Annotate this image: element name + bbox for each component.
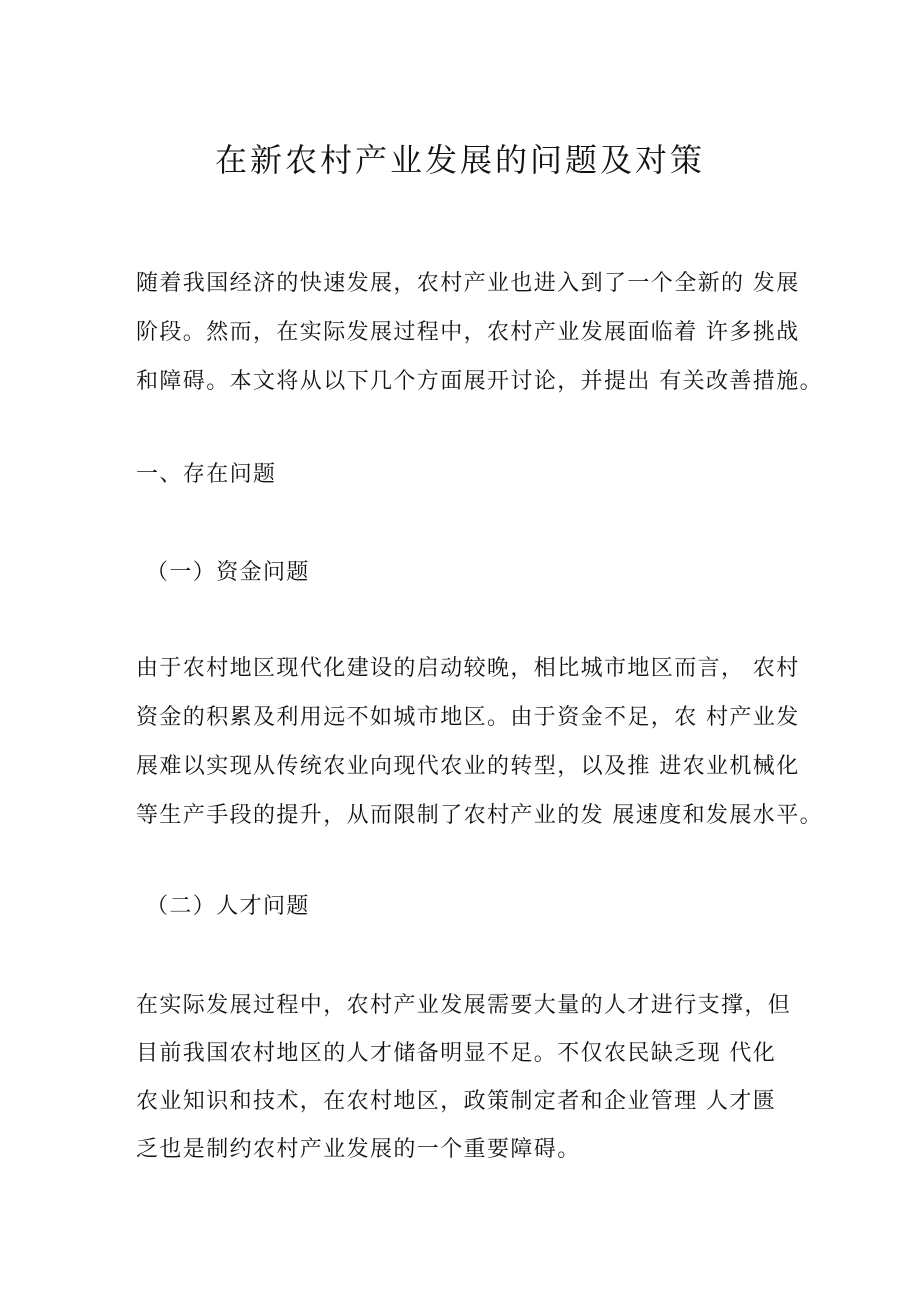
paragraph-line: 阶段。然而，在实际发展过程中，农村产业发展面临着 许多挑战 — [136, 320, 800, 345]
paragraph-line: 资金的积累及利用远不如城市地区。由于资金不足，农 村产业发 — [136, 705, 800, 730]
paragraph-line: 展难以实现从传统农业向现代农业的转型，以及推 进农业机械化 — [136, 754, 800, 779]
paragraph-line: 农业知识和技术，在农村地区，政策制定者和企业管理 人才匮 — [136, 1089, 777, 1114]
paragraph-line: 目前我国农村地区的人才储备明显不足。不仅农民缺乏现 代化 — [136, 1041, 777, 1066]
section-heading: 一、存在问题 — [136, 462, 277, 487]
paragraph-line: 等生产手段的提升，从而限制了农村产业的发 展速度和发展水平。 — [136, 803, 823, 828]
subsection-heading-funding: （一）资金问题 — [146, 560, 310, 585]
document-title: 在新农村产业发展的问题及对策 — [214, 141, 705, 179]
paragraph-line: 和障碍。本文将从以下几个方面展开讨论，并提出 有关改善措施。 — [136, 369, 823, 394]
subsection-heading-talent: （二）人才问题 — [146, 894, 310, 919]
paragraph-line: 乏也是制约农村产业发展的一个重要障碍。 — [136, 1137, 581, 1162]
paragraph-line: 随着我国经济的快速发展，农村产业也进入到了一个全新的 发展 — [136, 271, 800, 296]
paragraph-line: 由于农村地区现代化建设的启动较晚，相比城市地区而言， 农村 — [136, 656, 800, 681]
paragraph-line: 在实际发展过程中，农村产业发展需要大量的人才进行支撑，但 — [136, 993, 792, 1018]
